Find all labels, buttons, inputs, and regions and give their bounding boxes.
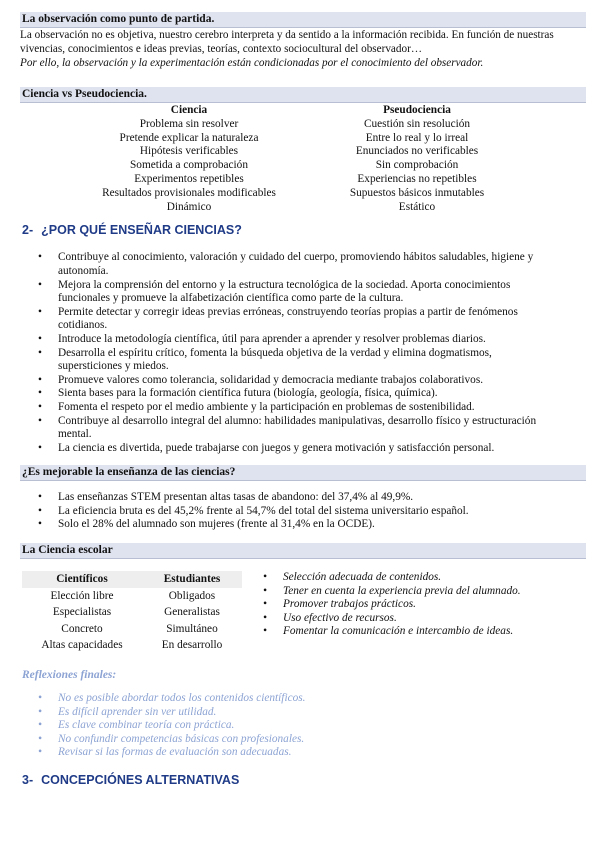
section-heading-alternative-conceptions bbox=[20, 772, 586, 788]
table-header-row bbox=[22, 571, 245, 588]
pseudoscience-column bbox=[317, 104, 517, 214]
table-cell: Altas capacidades bbox=[41, 639, 123, 652]
list-item: • No confundir competencias básicas con profesionales. bbox=[38, 733, 586, 747]
scientists-vs-students-table bbox=[22, 571, 245, 654]
list-item: • Desarrolla el espíritu crítico, fomenta la búsqueda objetiva de la verdad y elimina dogmatismos, supersticiones y miedos. bbox=[38, 347, 586, 374]
improvable-teaching-list bbox=[20, 491, 586, 532]
comparison-table bbox=[20, 104, 586, 214]
reflections-title: Reflexiones finales: bbox=[22, 669, 117, 682]
table-cell: Entre lo real y lo irreal bbox=[365, 131, 469, 144]
table-cell: En desarrollo bbox=[161, 639, 223, 652]
list-item: • Selección adecuada de contenidos. bbox=[263, 571, 521, 585]
table-cell: Generalistas bbox=[164, 606, 220, 619]
table-cell: Sometida a comprobación bbox=[130, 159, 248, 172]
section-number: 3- bbox=[22, 773, 34, 787]
section-number: 2- bbox=[22, 223, 34, 238]
list-item: • Tener en cuenta la experiencia previa del alumnado. bbox=[263, 585, 521, 599]
table-cell: Obligados bbox=[168, 589, 216, 602]
list-item: • La eficiencia bruta es del 45,2% frente al 54,7% del total del sistema universitario español. bbox=[38, 505, 586, 519]
table-cell: Resultados provisionales modificables bbox=[102, 186, 276, 199]
table-cell: Concreto bbox=[61, 622, 103, 635]
school-science-block bbox=[20, 571, 586, 654]
table-cell: Cuestión sin resolución bbox=[363, 117, 471, 130]
table-cell: Simultáneo bbox=[166, 622, 218, 635]
table-cell: Hipótesis verificables bbox=[139, 145, 239, 158]
list-item: • Es clave combinar teoría con práctica. bbox=[38, 719, 586, 733]
document-page bbox=[20, 12, 586, 788]
section-title-observation: La observación como punto de partida. bbox=[20, 12, 586, 28]
list-item: • Fomentar la comunicación e intercambio de ideas. bbox=[263, 625, 521, 639]
pseudoscience-column-header: Pseudociencia bbox=[383, 104, 451, 116]
section-heading-why-teach bbox=[20, 222, 586, 238]
list-item: • Fomenta el respeto por el medio ambiente y la participación en problemas de sostenibilidad. bbox=[38, 401, 586, 415]
table-row bbox=[22, 637, 245, 654]
table-cell: Supuestos básicos inmutables bbox=[349, 186, 485, 199]
table-cell: Enunciados no verificables bbox=[355, 145, 479, 158]
why-teach-list bbox=[20, 251, 586, 455]
table-cell: Especialistas bbox=[52, 606, 112, 619]
list-item: • La ciencia es divertida, puede trabajarse con juegos y genera motivación y satisfacción personal. bbox=[38, 442, 586, 456]
table-row bbox=[22, 604, 245, 621]
section-title-school-science: La Ciencia escolar bbox=[20, 543, 586, 559]
table-cell: Estático bbox=[398, 200, 436, 213]
section-title-improvable-teaching: ¿Es mejorable la enseñanza de las ciencias? bbox=[20, 465, 586, 481]
paragraph-observation-2: vivencias, conocimientos e ideas previas, teorías, contexto sociocultural del observador… bbox=[20, 43, 423, 55]
paragraph-observation-3: Por ello, la observación y la experimentación están condicionadas por el conocimiento del observador. bbox=[20, 57, 484, 69]
section-heading-text: CONCEPCIÓNES ALTERNATIVAS bbox=[41, 773, 240, 787]
list-item: • Es difícil aprender sin ver utilidad. bbox=[38, 706, 586, 720]
table-row bbox=[22, 621, 245, 638]
list-item: • Las enseñanzas STEM presentan altas tasas de abandono: del 37,4% al 49,9%. bbox=[38, 491, 586, 505]
scientists-header: Científicos bbox=[22, 571, 142, 588]
paragraph-observation-1: La observación no es objetiva, nuestro cerebro interpreta y da sentido a la información recibida. En función de nuestras bbox=[20, 29, 554, 41]
list-item: • Solo el 28% del alumnado son mujeres (frente al 31,4% en la OCDE). bbox=[38, 518, 586, 532]
list-item: • Promueve valores como tolerancia, solidaridad y democracia mediante trabajos colaborativos. bbox=[38, 374, 586, 388]
table-cell: Dinámico bbox=[166, 200, 212, 213]
table-row bbox=[22, 588, 245, 605]
list-item: • No es posible abordar todos los contenidos científicos. bbox=[38, 692, 586, 706]
table-cell: Sin comprobación bbox=[375, 159, 459, 172]
school-science-list bbox=[245, 571, 521, 654]
table-cell: Experimentos repetibles bbox=[134, 172, 244, 185]
reflections-list bbox=[20, 692, 586, 760]
list-item: • Permite detectar y corregir ideas previas erróneas, construyendo teorías propias a partir de fenómenos cotidianos. bbox=[38, 306, 586, 333]
table-cell: Pretende explicar la naturaleza bbox=[119, 131, 259, 144]
table-cell: Problema sin resolver bbox=[139, 117, 239, 130]
list-item: • Sienta bases para la formación científica futura (biología, geología, física, química). bbox=[38, 387, 586, 401]
list-item: • Promover trabajos prácticos. bbox=[263, 598, 521, 612]
list-item: • Revisar si las formas de evaluación son adecuadas. bbox=[38, 746, 586, 760]
list-item: • Uso efectivo de recursos. bbox=[263, 612, 521, 626]
section-title-science-vs-pseudoscience: Ciencia vs Pseudociencia. bbox=[20, 87, 586, 103]
science-column-header: Ciencia bbox=[170, 104, 208, 116]
table-cell: Elección libre bbox=[50, 589, 114, 602]
list-item: • Contribuye al desarrollo integral del alumno: habilidades manipulativas, desarrollo físico y estructuración mental. bbox=[38, 415, 586, 442]
science-column bbox=[89, 104, 289, 214]
table-cell: Experiencias no repetibles bbox=[357, 172, 477, 185]
students-header: Estudiantes bbox=[142, 571, 242, 588]
list-item: • Contribuye al conocimiento, valoración y cuidado del cuerpo, promoviendo hábitos saludables, higiene y autonomía. bbox=[38, 251, 586, 278]
list-item: • Introduce la metodología científica, útil para aprender a aprender y resolver problemas diarios. bbox=[38, 333, 586, 347]
section-heading-text: ¿POR QUÉ ENSEÑAR CIENCIAS? bbox=[41, 223, 242, 238]
list-item: • Mejora la comprensión del entorno y la estructura tecnológica de la sociedad. Aporta conocimientos funcionales y promueve la alfabetización científica como parte de la cultura. bbox=[38, 279, 586, 306]
